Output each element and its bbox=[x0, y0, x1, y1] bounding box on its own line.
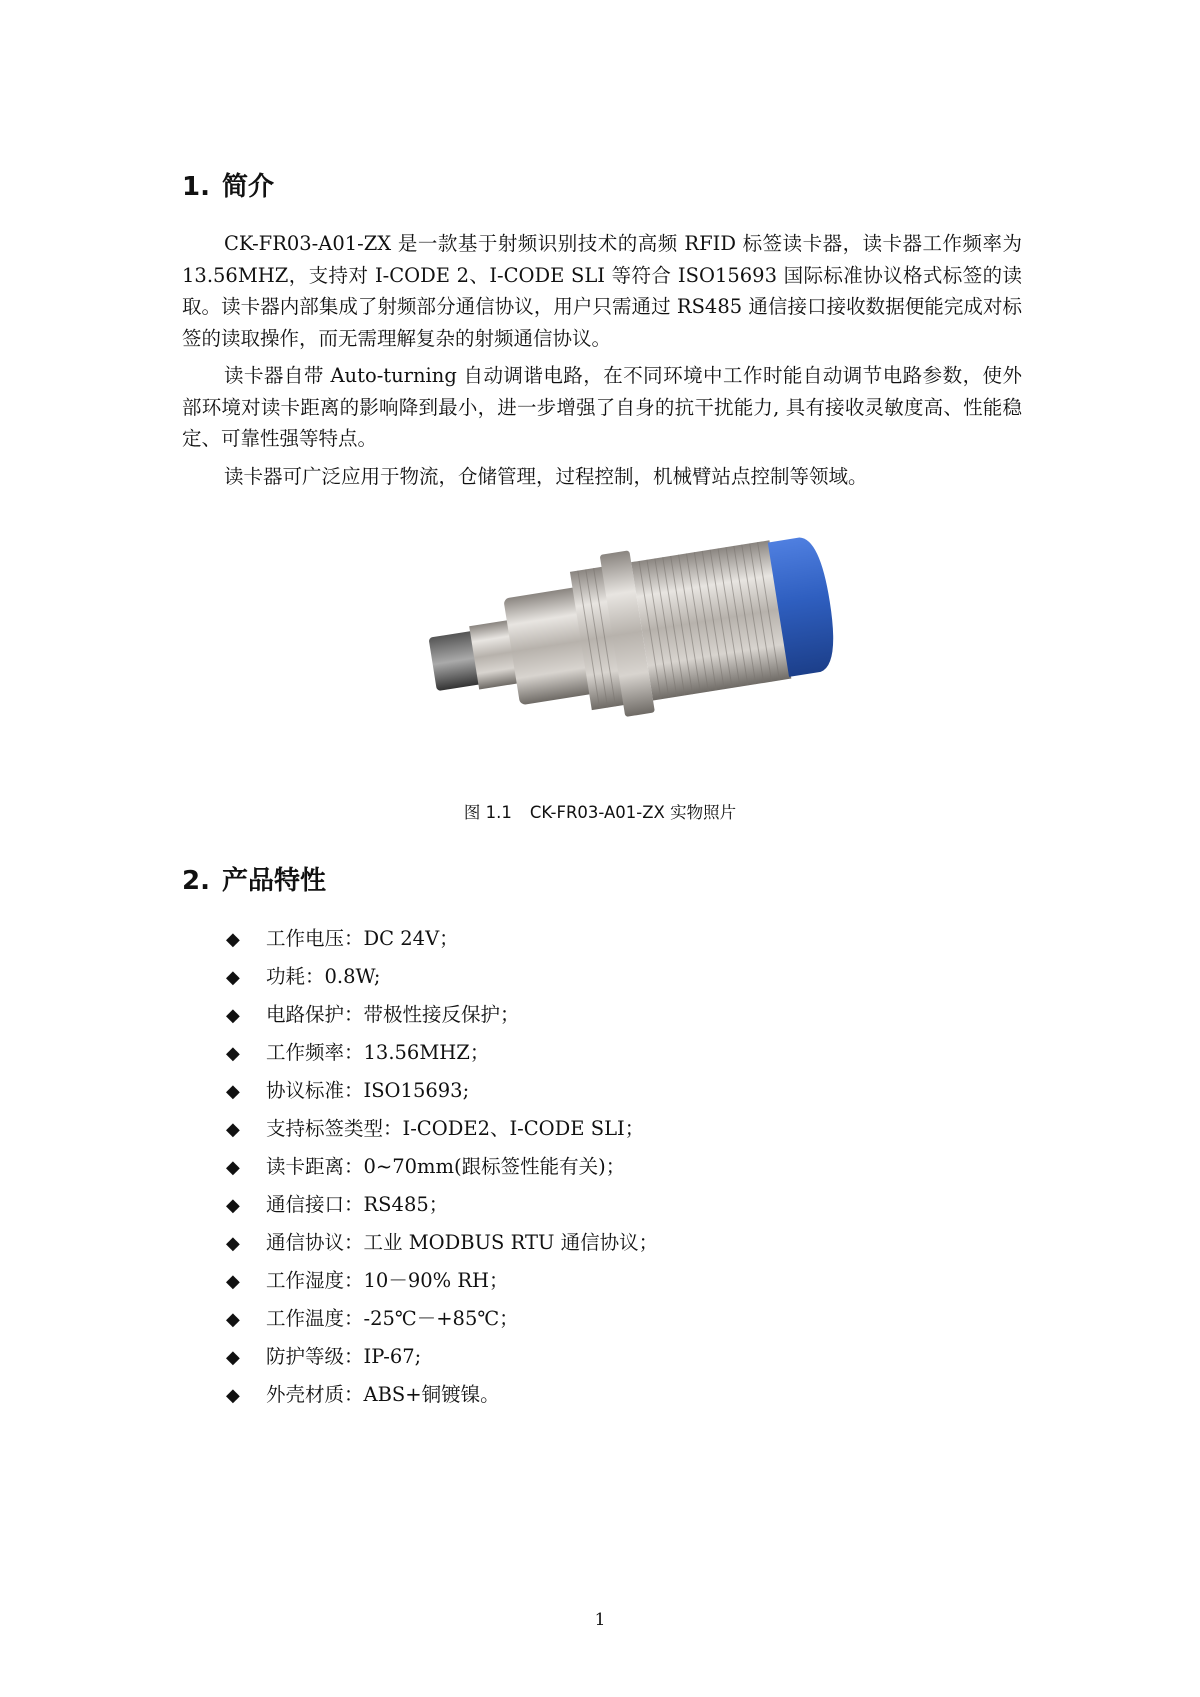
feature-text: 工作频率：13.56MHZ； bbox=[266, 1041, 490, 1064]
bullet-diamond-icon: ◆ bbox=[226, 967, 240, 988]
feature-text: 工作电压：DC 24V； bbox=[266, 927, 459, 950]
feature-text: 外壳材质：ABS+铜镀镍。 bbox=[266, 1383, 500, 1406]
feature-text: 协议标准：ISO15693; bbox=[266, 1079, 470, 1102]
feature-text: 工作温度：-25℃－+85℃； bbox=[266, 1307, 519, 1330]
feature-item bbox=[226, 1300, 658, 1338]
section-heading-intro bbox=[182, 166, 274, 203]
figure-number: 图 1.1 bbox=[463, 803, 512, 822]
feature-item bbox=[226, 1072, 658, 1110]
figure-caption bbox=[0, 799, 1200, 823]
bullet-diamond-icon: ◆ bbox=[226, 1005, 240, 1026]
section-heading-features bbox=[182, 860, 326, 897]
feature-text: 功耗：0.8W; bbox=[266, 965, 381, 988]
feature-item bbox=[226, 1262, 658, 1300]
threaded-body bbox=[631, 540, 791, 700]
section-title: 产品特性 bbox=[221, 866, 326, 896]
feature-text: 通信协议：工业 MODBUS RTU 通信协议； bbox=[266, 1231, 659, 1254]
feature-text: 工作湿度：10－90% RH； bbox=[266, 1269, 509, 1292]
intro-paragraph-2: 读卡器自带 Auto-turning 自动调谐电路，在不同环境中工作时能自动调节电路参数，使外部环境对读卡距离的影响降到最小，进一步增强了自身的抗干扰能力, 具有接收灵敏度高、性能稳定、可靠性强等特点。 bbox=[182, 364, 1022, 450]
bullet-diamond-icon: ◆ bbox=[226, 1081, 240, 1102]
intro-paragraph-3: 读卡器可广泛应用于物流，仓储管理，过程控制，机械臂站点控制等领域。 bbox=[224, 465, 868, 488]
bullet-diamond-icon: ◆ bbox=[226, 1195, 240, 1216]
section-number: 1. bbox=[182, 172, 210, 202]
bullet-diamond-icon: ◆ bbox=[226, 1043, 240, 1064]
feature-item bbox=[226, 1338, 658, 1376]
bullet-diamond-icon: ◆ bbox=[226, 1309, 240, 1330]
feature-text: 读卡距离：0~70mm(跟标签性能有关)； bbox=[266, 1155, 626, 1178]
section-number: 2. bbox=[182, 866, 210, 896]
figure-caption-text: CK-FR03-A01-ZX 实物照片 bbox=[529, 803, 737, 822]
feature-text: 支持标签类型：I-CODE2、I-CODE SLI； bbox=[266, 1117, 645, 1140]
section-title: 简介 bbox=[221, 172, 274, 202]
feature-text: 通信接口：RS485； bbox=[266, 1193, 449, 1216]
feature-item bbox=[226, 996, 658, 1034]
bullet-diamond-icon: ◆ bbox=[226, 929, 240, 950]
feature-item bbox=[226, 1034, 658, 1072]
bullet-diamond-icon: ◆ bbox=[226, 1157, 240, 1178]
feature-item bbox=[226, 958, 658, 996]
bullet-diamond-icon: ◆ bbox=[226, 1271, 240, 1292]
feature-item bbox=[226, 1110, 658, 1148]
product-photo bbox=[400, 512, 850, 752]
feature-text: 电路保护：带极性接反保护； bbox=[266, 1003, 520, 1026]
bullet-diamond-icon: ◆ bbox=[226, 1119, 240, 1140]
feature-item bbox=[226, 1376, 658, 1414]
bullet-diamond-icon: ◆ bbox=[226, 1347, 240, 1368]
bullet-diamond-icon: ◆ bbox=[226, 1233, 240, 1254]
feature-item bbox=[226, 1224, 658, 1262]
feature-item bbox=[226, 1186, 658, 1224]
feature-list bbox=[226, 920, 658, 1414]
bullet-diamond-icon: ◆ bbox=[226, 1385, 240, 1406]
intro-paragraph-1: CK-FR03-A01-ZX 是一款基于射频识别技术的高频 RFID 标签读卡器，读卡器工作频率为 13.56MHZ，支持对 I-CODE 2、I-CODE SLI 等符合 ISO15693 国际标准协议格式标签的读取。读卡器内部集成了射频部分通信协议，用户只需通过 RS485 通信接口接收数据便能完成对标签的读取操作，而无需理解复杂的射频通信协议。 bbox=[182, 232, 1022, 350]
feature-text: 防护等级：IP-67; bbox=[266, 1345, 422, 1368]
page-number: 1 bbox=[594, 1610, 606, 1630]
feature-item bbox=[226, 1148, 658, 1186]
feature-item bbox=[226, 920, 658, 958]
